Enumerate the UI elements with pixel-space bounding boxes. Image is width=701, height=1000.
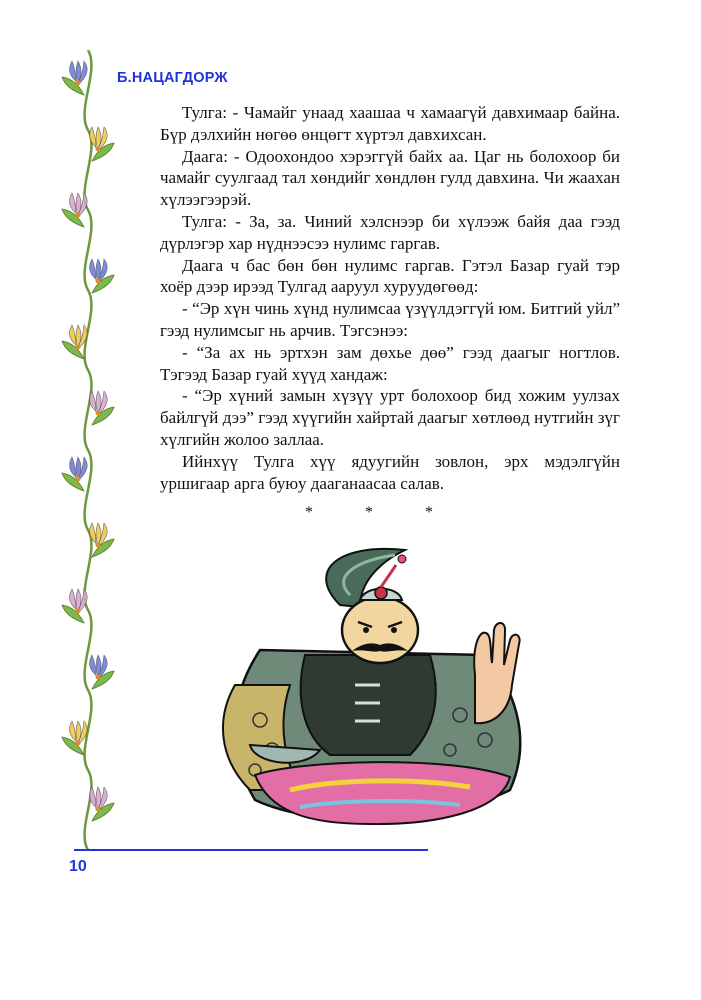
paragraph: Ийнхүү Тулга хүү ядуугийн зовлон, эрх мэдэлгүйн уршигаар арга буюу дааганаасаа салав. (160, 451, 620, 493)
separator-star: * (365, 504, 373, 521)
page-number: 10 (69, 858, 87, 875)
character-illustration (210, 545, 540, 825)
separator-star: * (305, 504, 313, 521)
author-header: Б.НАЦАГДОРЖ (117, 70, 228, 86)
paragraph: - “За ах нь эртхэн зам дөхье дөө” гээд даагыг ногтлов. Тэгээд Базар гуай хүүд хандаж: (160, 342, 620, 384)
separator-star: * (425, 504, 433, 521)
footer-rule (74, 849, 428, 851)
paragraph: Тулга: - За, за. Чиний хэлснээр би хүлээж байя даа гээд дүрлэгэр хар нүднээсээ нулимс гаргав. (160, 211, 620, 253)
floral-vine-border (58, 50, 118, 850)
paragraph: Тулга: - Чамайг унаад хаашаа ч хамаагүй давхимаар байна. Бүр дэлхийн нөгөө өнцөгт хүртэл давхихсан. (160, 103, 620, 144)
paragraph: Даага: - Одоохондоо хэрэггүй байх аа. Цаг нь болохоор би чамайг суулгаад тал хөндийг хөндлөн гулд давхина. Чи жаахан хүлээгээрэй. (160, 146, 620, 210)
paragraph: - “Эр хүн чинь хүнд нулимсаа үзүүлдэггүй юм. Битгий уйл” гээд нулимсыг нь арчив. Тэгсэнээ: (160, 299, 620, 340)
story-text (160, 102, 620, 494)
paragraph: Даага ч бас бөн бөн нулимс гаргав. Гэтэл Базар гуай тэр хоёр дээр ирээд Тулгад ааруул хуруудөгөөд: (160, 255, 620, 297)
paragraph: - “Эр хүний замын хүзүү урт болохоор бид хожим уулзах байлгүй дээ” гээд хүүгийн хайртай даагыг хөтлөөд нутгийн зүг хүлгийн жолоо заллаа. (160, 386, 620, 449)
